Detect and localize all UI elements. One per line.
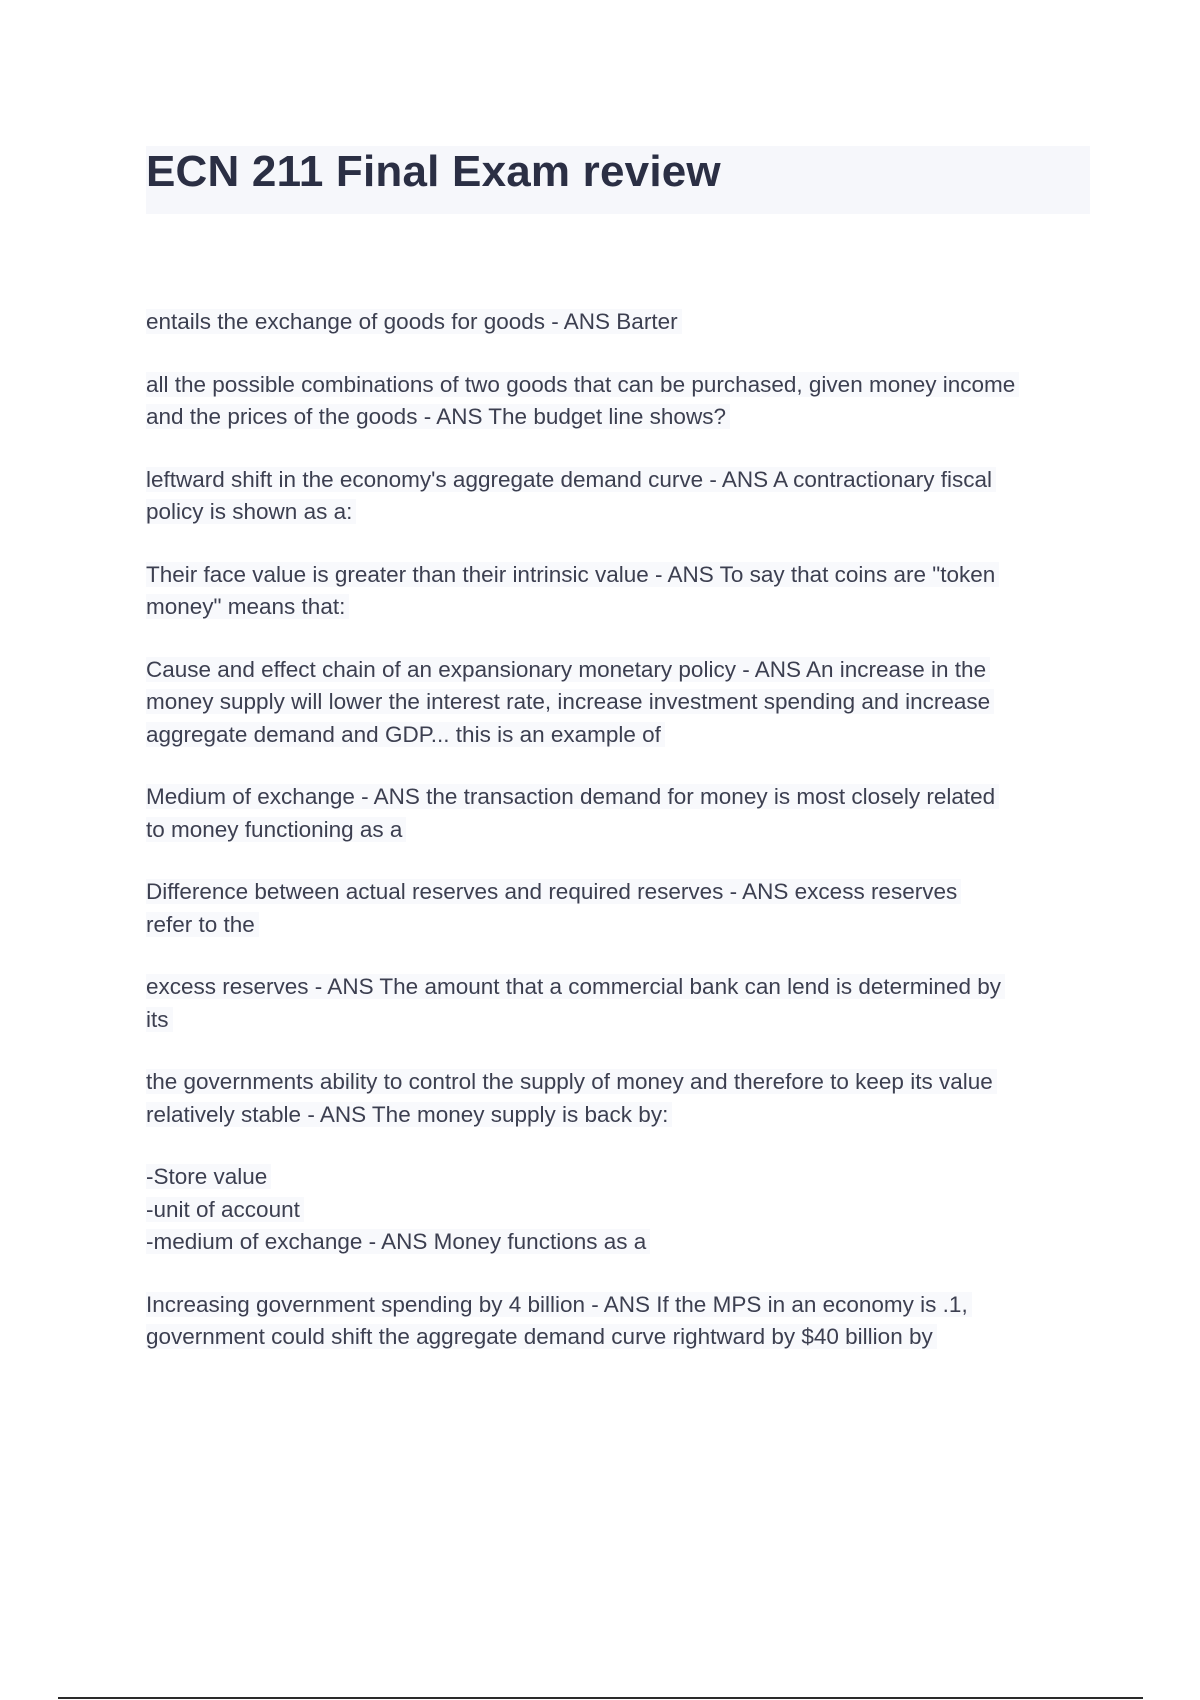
qa-item <box>146 1289 1096 1354</box>
qa-line: Medium of exchange - ANS the transaction demand for money is most closely related <box>146 781 1096 814</box>
qa-line: government could shift the aggregate demand curve rightward by $40 billion by <box>146 1321 1096 1354</box>
qa-item <box>146 464 1096 529</box>
qa-line: refer to the <box>146 909 1096 942</box>
qa-item <box>146 971 1096 1036</box>
footer-divider <box>58 1697 1143 1699</box>
qa-line: relatively stable - ANS The money supply is back by: <box>146 1099 1096 1132</box>
page-title: ECN 211 Final Exam review <box>146 147 721 196</box>
qa-item <box>146 654 1096 752</box>
qa-line: -unit of account <box>146 1194 1096 1227</box>
qa-list <box>146 306 1096 1384</box>
qa-line: money" means that: <box>146 591 1096 624</box>
qa-item <box>146 306 1096 339</box>
qa-line: aggregate demand and GDP... this is an example of <box>146 719 1096 752</box>
qa-line: Increasing government spending by 4 billion - ANS If the MPS in an economy is .1, <box>146 1289 1096 1322</box>
qa-line: -medium of exchange - ANS Money functions as a <box>146 1226 1096 1259</box>
qa-line: Their face value is greater than their intrinsic value - ANS To say that coins are "token <box>146 559 1096 592</box>
qa-item <box>146 781 1096 846</box>
qa-item <box>146 876 1096 941</box>
qa-item <box>146 1066 1096 1131</box>
qa-line: Cause and effect chain of an expansionary monetary policy - ANS An increase in the <box>146 654 1096 687</box>
qa-item <box>146 369 1096 434</box>
qa-item <box>146 559 1096 624</box>
qa-line: entails the exchange of goods for goods - ANS Barter <box>146 306 1096 339</box>
qa-line: its <box>146 1004 1096 1037</box>
qa-line: excess reserves - ANS The amount that a commercial bank can lend is determined by <box>146 971 1096 1004</box>
qa-line: the governments ability to control the supply of money and therefore to keep its value <box>146 1066 1096 1099</box>
qa-line: leftward shift in the economy's aggregate demand curve - ANS A contractionary fiscal <box>146 464 1096 497</box>
qa-line: policy is shown as a: <box>146 496 1096 529</box>
qa-item <box>146 1161 1096 1259</box>
qa-line: Difference between actual reserves and required reserves - ANS excess reserves <box>146 876 1096 909</box>
qa-line: money supply will lower the interest rate, increase investment spending and increase <box>146 686 1096 719</box>
qa-line: -Store value <box>146 1161 1096 1194</box>
qa-line: all the possible combinations of two goods that can be purchased, given money income <box>146 369 1096 402</box>
qa-line: to money functioning as a <box>146 814 1096 847</box>
qa-line: and the prices of the goods - ANS The budget line shows? <box>146 401 1096 434</box>
